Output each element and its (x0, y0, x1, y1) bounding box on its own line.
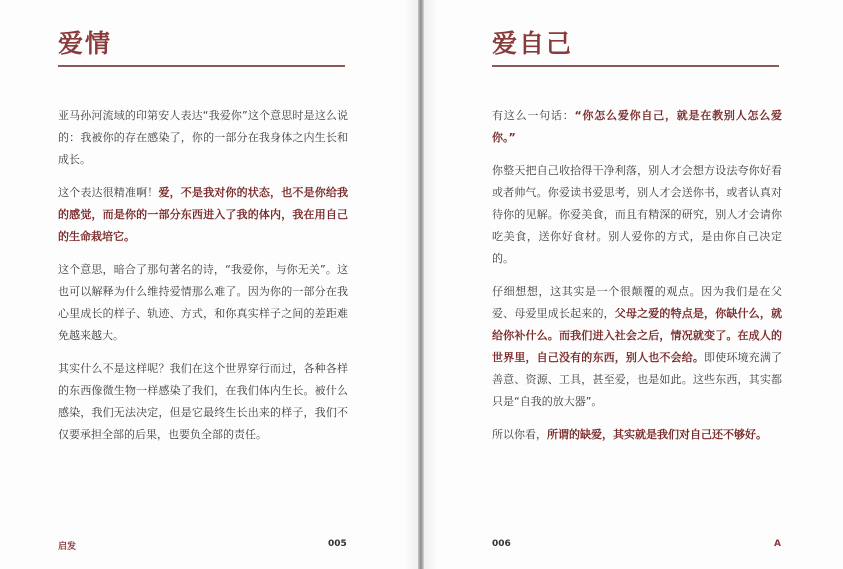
highlight-text: 所谓的缺爱，其实就是我们对自己还不够好。 (547, 428, 767, 441)
body-text: 你整天把自己收拾得干净利落，别人才会想方设法夸你好看或者帅气。你爱读书爱思考，别人才会送你书，或者认真对待你的见解。你爱美食，而且有精深的研究，别人才会请你吃美食，送你好食材。别人爱你的方式，是由你自己决定的。 (492, 164, 782, 265)
body-text: 所以你看， (492, 428, 547, 441)
left-footer-section: 启发 (58, 542, 77, 552)
body-text: 有这么一句话： (492, 109, 575, 122)
body-text: 即使环境充满了善意、资源、工具，甚至爱，也是如此。这些东西，其实都只是“自我的放大器”。 (492, 351, 783, 408)
left-page (0, 0, 418, 569)
paragraph (492, 424, 782, 446)
right-title-rule (492, 65, 779, 67)
highlight-text: 爱，不是我对你的状态，也不是你给我的感觉，而是你的一部分东西进入了我的体内，我在用自己的生命栽培它。 (58, 186, 349, 243)
body-text: 这个意思，暗合了那句著名的诗，“我爱你，与你无关”。这也可以解释为什么维持爱情那么难了。因为你的一部分在我心里成长的样子、轨迹、方式，和你真实样子之间的差距难免越来越大。 (58, 263, 348, 342)
right-footer-mark: A (774, 539, 781, 549)
body-text: 亚马孙河流域的印第安人表达“我爱你”这个意思时是这么说的：我被你的存在感染了，你的一部分在我身体之内生长和成长。 (58, 109, 348, 166)
highlight-text: 父母之爱的特点是，你缺什么，就给你补什么。而我们进入社会之后，情况就变了。在成人的世界里，自己没有的东西，别人也不会给。 (492, 307, 783, 364)
paragraph (492, 281, 782, 413)
right-page (424, 0, 843, 569)
body-text: 仔细想想，这其实是一个很颠覆的观点。因为我们是在父爱、母爱里成长起来的， (492, 285, 782, 320)
right-page-number: 006 (492, 539, 511, 549)
left-page-number: 005 (328, 539, 347, 549)
paragraph (492, 160, 782, 270)
body-text: 这个表达很精准啊！ (58, 186, 159, 199)
paragraph (58, 182, 348, 248)
highlight-text: “你怎么爱你自己，就是在教别人怎么爱你。” (492, 109, 783, 144)
paragraph (58, 358, 348, 446)
paragraph (58, 259, 348, 347)
paragraph (58, 105, 348, 171)
right-page-shade (424, 0, 438, 569)
body-text: 其实什么不是这样呢？我们在这个世界穿行而过，各种各样的东西像微生物一样感染了我们，在我们体内生长。被什么感染，我们无法决定，但是它最终生长出来的样子，我们不仅要承担全部的后果，也要负全部的责任。 (58, 362, 348, 441)
left-page-shade (404, 0, 418, 569)
left-page-body (58, 105, 348, 457)
paragraph (492, 105, 782, 149)
right-page-title: 爱自己 (492, 29, 574, 58)
right-page-body (492, 105, 782, 457)
left-page-title: 爱情 (58, 29, 113, 58)
left-title-rule (58, 65, 345, 67)
